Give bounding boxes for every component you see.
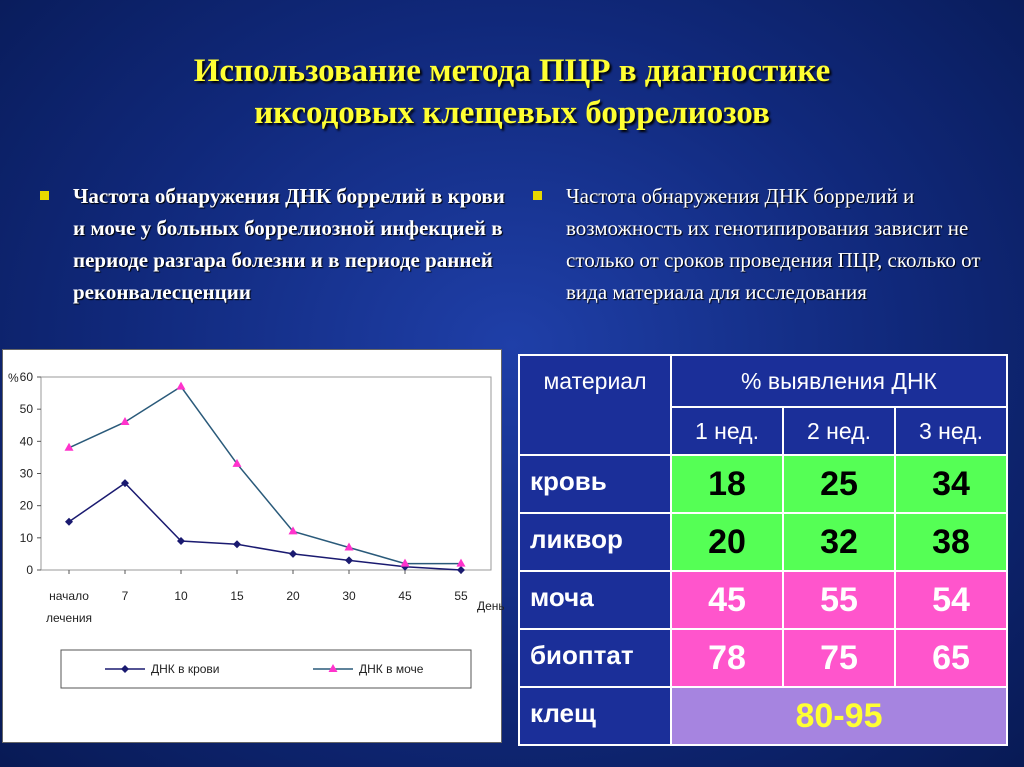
left-bullet-text: Частота обнаружения ДНК боррелий в крови и моче у больных боррелиозной инфекцией в периоде разгара болезни и в периоде ранней реконвалесценции xyxy=(73,184,505,304)
x-tick-label: 15 xyxy=(230,589,244,603)
cell-value: 75 xyxy=(783,629,895,687)
table-row xyxy=(519,513,1007,571)
x-tick-label: 7 xyxy=(121,589,129,603)
cell-value: 18 xyxy=(671,455,783,513)
right-bullet xyxy=(533,180,1003,308)
cell-value: 25 xyxy=(783,455,895,513)
bullet-square-icon xyxy=(533,191,542,200)
data-point-diamond xyxy=(457,566,465,574)
x-tick-label: лечения xyxy=(45,611,93,625)
x-tick-label: 45 xyxy=(398,589,412,603)
cell-value: 20 xyxy=(671,513,783,571)
data-point-diamond xyxy=(233,540,241,548)
cell-value: 45 xyxy=(671,571,783,629)
y-axis-label: % xyxy=(8,371,19,385)
data-point-triangle xyxy=(177,382,186,390)
cell-value: 32 xyxy=(783,513,895,571)
header-week-3: 3 нед. xyxy=(895,407,1007,455)
table-row xyxy=(519,571,1007,629)
header-week-1: 1 нед. xyxy=(671,407,783,455)
data-point-triangle xyxy=(121,417,130,425)
detection-table xyxy=(518,354,1008,746)
x-axis-label: День xyxy=(477,599,505,613)
cell-value: 34 xyxy=(895,455,1007,513)
plot-area xyxy=(41,377,491,570)
x-tick-label: 55 xyxy=(454,589,468,603)
header-material: материал xyxy=(519,355,671,455)
x-tick-label: 30 xyxy=(342,589,356,603)
table-row xyxy=(519,455,1007,513)
data-point-diamond xyxy=(289,550,297,558)
row-label-csf: ликвор xyxy=(519,513,671,571)
title-line-2: иксодовых клещевых боррелиозов xyxy=(254,95,770,131)
x-tick-label: 20 xyxy=(286,589,300,603)
y-tick-label: 10 xyxy=(19,530,33,545)
data-point-triangle xyxy=(457,559,466,567)
y-tick-label: 50 xyxy=(19,402,33,417)
y-tick-label: 30 xyxy=(19,466,33,481)
row-label-biopsy: биоптат xyxy=(519,629,671,687)
row-label-urine: моча xyxy=(519,571,671,629)
series-line xyxy=(69,387,461,564)
data-point-diamond xyxy=(345,556,353,564)
x-tick-label: начало xyxy=(49,589,89,603)
cell-value: 38 xyxy=(895,513,1007,571)
table-row xyxy=(519,629,1007,687)
y-tick-label: 60 xyxy=(19,370,33,384)
legend-label: ДНК в крови xyxy=(151,662,220,676)
x-tick-label: 10 xyxy=(174,589,188,603)
cell-value: 65 xyxy=(895,629,1007,687)
line-chart xyxy=(2,349,505,743)
y-tick-label: 40 xyxy=(19,434,33,449)
series-line xyxy=(69,483,461,570)
y-tick-label: 20 xyxy=(19,498,33,513)
title-line-1: Использование метода ПЦР в диагностике xyxy=(193,53,831,89)
row-label-blood: кровь xyxy=(519,455,671,513)
cell-value: 78 xyxy=(671,629,783,687)
header-detection: % выявления ДНК xyxy=(671,355,1007,407)
cell-value: 55 xyxy=(783,571,895,629)
left-bullet xyxy=(40,180,510,308)
line-chart-svg xyxy=(3,350,505,742)
table-row xyxy=(519,687,1007,745)
cell-value-merged: 80-95 xyxy=(671,687,1007,745)
header-week-2: 2 нед. xyxy=(783,407,895,455)
right-bullet-text: Частота обнаружения ДНК боррелий и возможность их генотипирования зависит не столько от сроков проведения ПЦР, сколько от вида материала для исследования xyxy=(566,184,981,304)
slide-title xyxy=(0,50,1024,134)
row-label-tick: клещ xyxy=(519,687,671,745)
cell-value: 54 xyxy=(895,571,1007,629)
y-tick-label: 0 xyxy=(26,563,33,577)
legend-label: ДНК в моче xyxy=(359,662,424,676)
bullet-square-icon xyxy=(40,191,49,200)
